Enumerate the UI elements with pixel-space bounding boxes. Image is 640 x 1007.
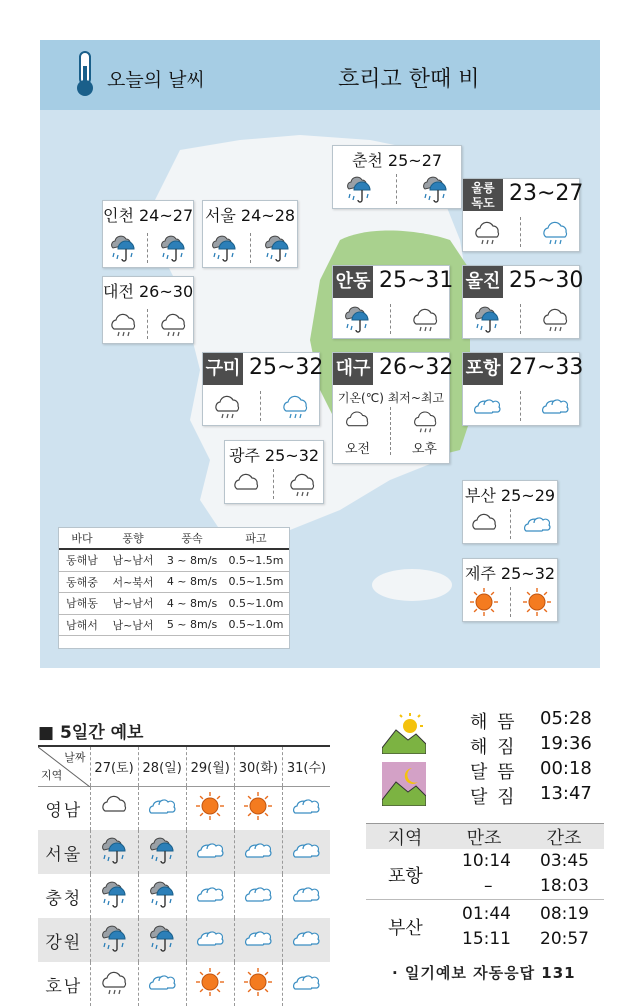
- sun-moon-label: 달 짐: [470, 787, 517, 808]
- sea-header-wind-dir: 풍향: [122, 532, 144, 545]
- cloud-icon: [231, 469, 261, 499]
- partly-cloudy-icon: [291, 967, 321, 997]
- tide-region: 포항: [388, 866, 423, 887]
- forecast-date: 29(월): [186, 746, 234, 786]
- sun-moon-time: 13:47: [540, 783, 592, 804]
- cloudy-rain-icon: [280, 391, 310, 421]
- partly-cloudy-icon: [195, 923, 225, 953]
- tide-divider: [366, 899, 604, 900]
- sea-cell: 0.5~1.5m: [228, 553, 284, 567]
- sun-moon-label: 해 뜸: [470, 712, 517, 733]
- partly-cloudy-icon: [291, 791, 321, 821]
- tide-high-time: –: [484, 876, 493, 896]
- city-name-tag: 울진: [463, 266, 503, 298]
- sea-cell: 남해동: [66, 597, 98, 611]
- forecast-title: ■ 5일간 예보: [38, 723, 144, 743]
- forecast-date: 27(토): [90, 746, 138, 786]
- city-card-pohang: [462, 352, 584, 426]
- drizzle-cloud-icon: [410, 304, 440, 334]
- forecast-cell: [234, 786, 282, 830]
- sun-icon: [469, 587, 499, 617]
- sea-cell: 남~남서: [112, 618, 154, 632]
- tide-low-time: 03:45: [540, 851, 589, 871]
- city-temp: 인천 24~27: [103, 206, 194, 225]
- forecast-cell: [234, 918, 282, 962]
- drizzle-cloud-icon: [540, 304, 570, 334]
- sea-cell: 동해중: [66, 575, 98, 589]
- map-header: [40, 40, 600, 110]
- forecast-cell: [186, 962, 234, 1006]
- sun-icon: [195, 967, 225, 997]
- city-temp: 서울 24~28: [204, 206, 296, 225]
- sea-cell: 남~남서: [112, 554, 154, 568]
- forecast-cell: [90, 874, 138, 918]
- city-card-chuncheon: [332, 145, 462, 209]
- partly-cloudy-icon: [195, 835, 225, 865]
- city-temp: 제주 25~32: [464, 564, 556, 583]
- page-title: 오늘의 날씨: [107, 69, 205, 91]
- city-temp: 춘천 25~27: [351, 151, 443, 170]
- forecast-cell: [282, 874, 330, 918]
- rain-cloud-icon: [147, 923, 177, 953]
- city-card-uljin: [462, 265, 584, 339]
- sun-icon: [195, 791, 225, 821]
- forecast-cell: [90, 786, 138, 830]
- sea-row: [59, 615, 289, 637]
- thermometer-icon: [72, 50, 98, 98]
- sea-cell: 4 ~ 8m/s: [166, 596, 218, 610]
- city-temp-range: 25~31: [379, 268, 454, 293]
- sea-row: [59, 593, 289, 615]
- city-card-gumi: [202, 352, 324, 426]
- rain-cloud-icon: [147, 835, 177, 865]
- forecast-cell: [186, 786, 234, 830]
- corner-date-label: 날짜: [64, 751, 86, 764]
- sea-row: [59, 550, 289, 572]
- rain-cloud-icon: [342, 304, 372, 334]
- forecast-cell: [234, 874, 282, 918]
- city-card-gwangju: [224, 440, 324, 504]
- tide-header-region: 지역: [387, 827, 423, 849]
- cloud-icon: [343, 407, 371, 435]
- forecast-corner-cell: [38, 746, 90, 786]
- sea-cell: 0.5~1.0m: [228, 618, 284, 632]
- auto-response-line: · 일기예보 자동응답 131: [392, 964, 576, 982]
- sea-cell: 4 ~ 8m/s: [166, 575, 218, 589]
- partly-cloudy-icon: [291, 879, 321, 909]
- sun-moon-time: 05:28: [540, 708, 592, 729]
- partly-cloudy-icon: [472, 391, 502, 421]
- corner-region-label: 지역: [41, 768, 63, 782]
- city-card-andong: [332, 265, 454, 339]
- cloud-icon: [99, 791, 129, 821]
- city-card-jeju: [462, 558, 558, 622]
- city-temp-range: 25~32: [249, 355, 324, 380]
- sea-cell: 서~북서: [112, 575, 154, 589]
- forecast-row: [38, 830, 330, 874]
- forecast-cell: [282, 962, 330, 1006]
- partly-cloudy-icon: [243, 835, 273, 865]
- forecast-cell: [138, 962, 186, 1006]
- sea-cell: 5 ~ 8m/s: [166, 618, 218, 632]
- forecast-row: [38, 918, 330, 962]
- forecast-cell: [234, 830, 282, 874]
- city-temp-range: 27~33: [509, 355, 584, 380]
- sea-cell: 남해서: [66, 618, 98, 632]
- weather-condition: 흐리고 한때 비: [338, 67, 480, 92]
- sea-cell: 남~남서: [112, 597, 154, 611]
- forecast-cell: [186, 830, 234, 874]
- forecast-table: [38, 745, 330, 1006]
- sea-cell: 동해남: [66, 554, 98, 568]
- forecast-region: 서울: [38, 830, 90, 874]
- tide-high-time: 01:44: [462, 904, 511, 924]
- city-temp-range: 26~32: [379, 355, 454, 380]
- tide-region: 부산: [388, 918, 423, 939]
- city-name-tag: 대구: [333, 353, 373, 385]
- partly-cloudy-icon: [147, 967, 177, 997]
- drizzle-cloud-icon: [212, 391, 242, 421]
- city-temp-range: 23~27: [509, 181, 584, 206]
- weather-map: [40, 40, 600, 668]
- forecast-cell: [282, 786, 330, 830]
- city-temp: 광주 25~32: [228, 446, 320, 465]
- forecast-row: [38, 962, 330, 1006]
- city-card-ulleung: [462, 178, 584, 252]
- city-card-daejeon: [102, 276, 194, 344]
- partly-cloudy-icon: [147, 791, 177, 821]
- sea-table-header: [59, 528, 289, 550]
- city-name-tag: 울릉 독도: [463, 179, 503, 211]
- sun-moon-label: 해 짐: [470, 737, 517, 758]
- forecast-date: 30(화): [234, 746, 282, 786]
- sea-header-wind-speed: 풍속: [181, 532, 203, 545]
- forecast-cell: [138, 786, 186, 830]
- partly-cloudy-icon: [291, 835, 321, 865]
- sunrise-icon: [382, 710, 426, 754]
- sun-icon: [243, 967, 273, 997]
- sea-header-wave: 파고: [245, 532, 267, 545]
- forecast-region: 영남: [38, 786, 90, 830]
- forecast-cell: [282, 830, 330, 874]
- partly-cloudy-icon: [540, 391, 570, 421]
- sea-cell: 0.5~1.5m: [228, 575, 284, 589]
- drizzle-cloud-icon: [411, 407, 439, 435]
- rain-cloud-icon: [262, 233, 292, 263]
- forecast-region: 호남: [38, 962, 90, 1006]
- forecast-cell: [234, 962, 282, 1006]
- drizzle-cloud-icon: [472, 217, 502, 247]
- rain-cloud-icon: [99, 923, 129, 953]
- city-card-seoul: [202, 200, 298, 268]
- tide-header: [366, 823, 604, 849]
- rain-cloud-icon: [147, 879, 177, 909]
- forecast-row: [38, 874, 330, 918]
- city-card-incheon: [102, 200, 194, 268]
- forecast-date: 31(수): [282, 746, 330, 786]
- forecast-row: [38, 786, 330, 830]
- forecast-cell: [138, 918, 186, 962]
- rain-cloud-icon: [420, 174, 450, 204]
- moonrise-icon: [382, 762, 426, 806]
- partly-cloudy-icon: [195, 879, 225, 909]
- forecast-cell: [186, 874, 234, 918]
- sea-table: [58, 527, 290, 649]
- drizzle-cloud-icon: [108, 309, 138, 339]
- rain-cloud-icon: [472, 304, 502, 334]
- sea-cell: 0.5~1.0m: [228, 596, 284, 610]
- drizzle-cloud-icon: [158, 309, 188, 339]
- sun-icon: [522, 587, 552, 617]
- pm-label: 오후: [411, 442, 437, 457]
- forecast-cell: [186, 918, 234, 962]
- partly-cloudy-icon: [291, 923, 321, 953]
- sun-moon-time: 00:18: [540, 758, 592, 779]
- legend-label: 기온(℃) 최저~최고: [337, 391, 445, 405]
- city-card-busan: [462, 480, 558, 544]
- am-label: 오전: [345, 442, 371, 457]
- rain-cloud-icon: [344, 174, 374, 204]
- rain-cloud-icon: [108, 233, 138, 263]
- city-card-daegu: [332, 352, 454, 464]
- forecast-cell: [282, 918, 330, 962]
- forecast-region: 충청: [38, 874, 90, 918]
- tide-low-time: 08:19: [540, 904, 589, 924]
- city-name-tag: 안동: [333, 266, 373, 298]
- rain-cloud-icon: [209, 233, 239, 263]
- rain-cloud-icon: [158, 233, 188, 263]
- forecast-cell: [90, 830, 138, 874]
- city-name-tag: 포항: [463, 353, 503, 385]
- tide-header-high: 만조: [466, 827, 502, 849]
- rain-cloud-icon: [99, 879, 129, 909]
- forecast-cell: [138, 874, 186, 918]
- sun-icon: [243, 791, 273, 821]
- forecast-cell: [90, 918, 138, 962]
- cloudy-rain-icon: [540, 217, 570, 247]
- forecast-cell: [138, 830, 186, 874]
- forecast-cell: [90, 962, 138, 1006]
- forecast-header-row: [38, 746, 330, 786]
- sea-cell: 3 ~ 8m/s: [166, 553, 218, 567]
- drizzle-cloud-icon: [287, 469, 317, 499]
- sea-row: [59, 572, 289, 594]
- partly-cloudy-icon: [243, 879, 273, 909]
- city-temp: 부산 25~29: [464, 486, 556, 505]
- tide-low-time: 18:03: [540, 876, 589, 896]
- forecast-region: 강원: [38, 918, 90, 962]
- cloud-icon: [469, 509, 499, 539]
- tide-header-low: 간조: [546, 827, 582, 849]
- tide-high-time: 10:14: [462, 851, 511, 871]
- sea-header-sea: 바다: [71, 532, 93, 545]
- city-temp: 대전 26~30: [103, 282, 194, 301]
- forecast-date: 28(일): [138, 746, 186, 786]
- tide-high-time: 15:11: [462, 929, 511, 949]
- city-temp-range: 25~30: [509, 268, 584, 293]
- sun-moon-time: 19:36: [540, 733, 592, 754]
- tide-low-time: 20:57: [540, 929, 589, 949]
- partly-cloudy-icon: [243, 923, 273, 953]
- drizzle-cloud-icon: [99, 967, 129, 997]
- sun-moon-label: 달 뜸: [470, 762, 517, 783]
- rain-cloud-icon: [99, 835, 129, 865]
- city-name-tag: 구미: [203, 353, 243, 385]
- partly-cloudy-icon: [522, 509, 552, 539]
